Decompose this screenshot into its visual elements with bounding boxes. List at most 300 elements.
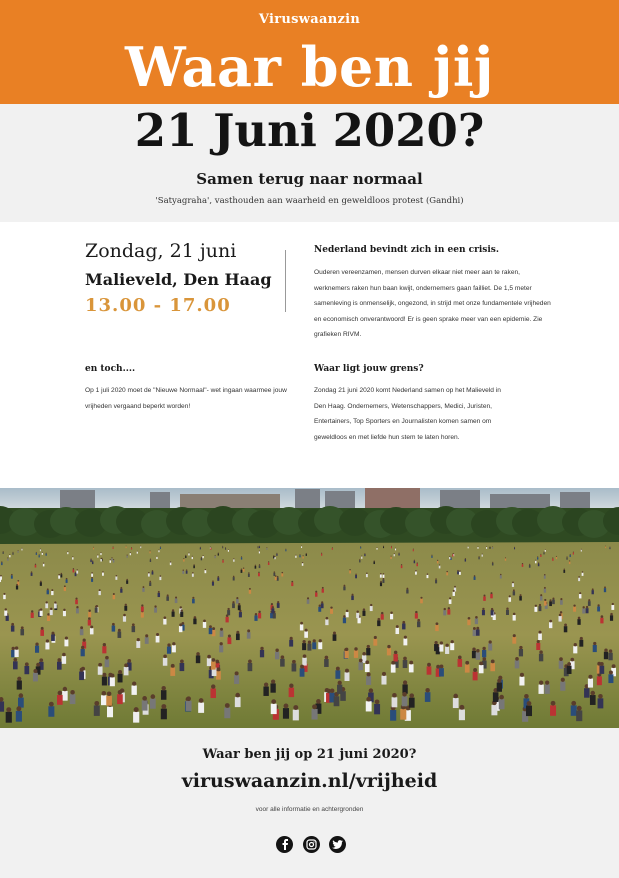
- person-head: [255, 565, 256, 566]
- person-figure: [599, 666, 604, 674]
- person-head: [211, 684, 215, 688]
- person-head: [573, 604, 575, 606]
- person-figure: [473, 630, 477, 636]
- person-figure: [283, 708, 289, 719]
- person-figure: [445, 647, 449, 654]
- person-figure: [359, 560, 360, 563]
- person-figure: [366, 701, 372, 711]
- person-figure: [90, 628, 94, 634]
- person-figure: [90, 560, 91, 562]
- person-head: [36, 663, 40, 667]
- person-figure: [492, 563, 494, 566]
- person-head: [605, 546, 606, 547]
- person-head: [352, 594, 354, 596]
- person-figure: [133, 712, 139, 723]
- person-head: [427, 573, 429, 575]
- person-head: [315, 591, 317, 593]
- person-head: [212, 580, 214, 582]
- person-head: [19, 693, 24, 698]
- person-figure: [241, 570, 243, 573]
- person-figure: [289, 640, 293, 647]
- person-head: [158, 549, 159, 550]
- person-figure: [12, 553, 13, 555]
- person-head: [241, 556, 242, 557]
- person-figure: [254, 615, 257, 621]
- person-figure: [3, 595, 6, 599]
- person-figure: [141, 607, 144, 612]
- person-head: [472, 648, 475, 651]
- person-head: [175, 596, 177, 598]
- instagram-icon[interactable]: [303, 836, 320, 853]
- person-figure: [273, 613, 276, 618]
- person-figure: [416, 564, 418, 567]
- person-figure: [355, 575, 357, 578]
- grens-body: Zondag 21 juni 2020 komt Nederland samen op het Malieveld in Den Haag. Ondernemers, Wetenschappers, Medici, Juristen, Entertainers, Top Sporters en Journalisten komen samen om geweldloos en met liefde hun stem te laten horen.: [314, 387, 501, 441]
- person-figure: [76, 608, 79, 613]
- vertical-divider: [285, 250, 286, 312]
- person-figure: [35, 646, 39, 653]
- person-head: [446, 571, 447, 572]
- person-head: [277, 576, 279, 578]
- person-head: [359, 659, 363, 663]
- person-head: [160, 546, 161, 547]
- person-head: [513, 634, 516, 637]
- person-figure: [126, 580, 128, 584]
- person-figure: [467, 619, 470, 625]
- person-figure: [577, 619, 580, 625]
- person-head: [391, 556, 392, 557]
- person-figure: [258, 573, 260, 576]
- person-figure: [420, 599, 423, 604]
- person-figure: [193, 565, 195, 568]
- person-head: [215, 660, 219, 664]
- person-figure: [492, 547, 493, 549]
- person-figure: [167, 646, 171, 653]
- person-figure: [186, 571, 188, 574]
- person-head: [274, 556, 275, 557]
- person-head: [401, 564, 402, 565]
- person-figure: [47, 615, 50, 621]
- person-figure: [43, 564, 45, 567]
- person-figure: [365, 664, 370, 672]
- person-figure: [18, 698, 24, 708]
- person-head: [308, 641, 311, 644]
- person-figure: [537, 557, 538, 559]
- person-head: [382, 672, 386, 676]
- person-figure: [508, 597, 511, 602]
- person-figure: [450, 643, 454, 650]
- person-head: [440, 664, 444, 668]
- person-head: [601, 615, 604, 618]
- person-head: [539, 604, 541, 606]
- person-head: [125, 604, 127, 606]
- crowd-photo-illustration: [0, 488, 619, 728]
- person-head: [380, 581, 382, 583]
- person-figure: [514, 547, 515, 549]
- person-figure: [431, 556, 432, 558]
- person-head: [306, 553, 307, 554]
- person-head: [232, 601, 234, 603]
- person-figure: [458, 659, 463, 667]
- person-figure: [380, 574, 382, 577]
- person-figure: [95, 608, 98, 613]
- person-figure: [401, 565, 403, 568]
- person-head: [81, 646, 84, 649]
- person-figure: [535, 561, 536, 564]
- person-head: [476, 649, 479, 652]
- person-figure: [64, 587, 66, 591]
- person-head: [439, 564, 440, 565]
- person-figure: [11, 626, 14, 632]
- person-head: [583, 606, 585, 608]
- person-figure: [325, 619, 328, 625]
- person-figure: [488, 643, 492, 650]
- person-figure: [255, 566, 257, 569]
- person-figure: [351, 596, 354, 600]
- person-head: [604, 586, 606, 588]
- person-figure: [592, 590, 594, 594]
- person-figure: [567, 666, 572, 674]
- person-figure: [48, 706, 54, 717]
- person-head: [465, 558, 466, 559]
- person-head: [561, 678, 565, 682]
- person-figure: [205, 570, 207, 573]
- person-head: [345, 648, 348, 651]
- person-figure: [343, 618, 346, 624]
- person-figure: [588, 601, 591, 606]
- person-figure: [349, 570, 351, 573]
- person-figure: [172, 645, 176, 652]
- person-head: [225, 547, 226, 548]
- person-figure: [58, 575, 60, 578]
- person-figure: [604, 652, 608, 660]
- person-head: [151, 694, 156, 699]
- person-figure: [266, 548, 267, 550]
- person-figure: [380, 582, 382, 586]
- person-figure: [544, 589, 546, 593]
- person-figure: [473, 672, 478, 681]
- person-head: [91, 577, 93, 579]
- person-figure: [42, 553, 43, 555]
- person-figure: [273, 573, 275, 576]
- person-head: [67, 551, 68, 552]
- person-figure: [579, 640, 583, 647]
- footer-url[interactable]: viruswaanzin.nl/vrijheid: [181, 770, 438, 792]
- person-head: [552, 557, 553, 558]
- person-figure: [219, 645, 223, 652]
- person-head: [113, 559, 114, 560]
- person-figure: [45, 642, 49, 649]
- person-figure: [597, 606, 600, 611]
- person-head: [486, 546, 487, 547]
- person-figure: [427, 666, 432, 674]
- person-head: [49, 702, 54, 707]
- person-figure: [415, 572, 417, 575]
- person-figure: [270, 613, 273, 618]
- person-figure: [94, 705, 100, 715]
- person-head: [522, 563, 523, 564]
- person-head: [259, 564, 260, 565]
- person-head: [591, 691, 596, 696]
- person-head: [545, 549, 546, 550]
- person-head: [564, 624, 567, 627]
- person-figure: [497, 683, 502, 692]
- person-head: [205, 569, 206, 570]
- entoch-heading: en toch....: [85, 364, 136, 374]
- person-head: [130, 552, 131, 553]
- person-head: [448, 607, 450, 609]
- person-head: [25, 662, 29, 666]
- person-head: [210, 547, 211, 548]
- person-figure: [337, 685, 342, 694]
- person-head: [167, 643, 170, 646]
- person-figure: [76, 571, 78, 574]
- person-figure: [381, 614, 384, 619]
- person-head: [193, 564, 194, 565]
- person-figure: [281, 573, 283, 576]
- person-head: [359, 559, 360, 560]
- person-figure: [302, 658, 306, 666]
- person-head: [170, 561, 171, 562]
- person-head: [58, 691, 63, 696]
- person-figure: [66, 579, 68, 583]
- person-head: [181, 609, 183, 611]
- facebook-icon[interactable]: [276, 836, 293, 853]
- person-figure: [291, 582, 293, 586]
- person-figure: [443, 610, 446, 615]
- person-head: [409, 661, 413, 665]
- person-figure: [450, 558, 451, 560]
- person-head: [11, 623, 14, 626]
- person-figure: [141, 612, 144, 617]
- person-head: [365, 660, 369, 664]
- person-head: [88, 610, 90, 612]
- person-head: [473, 668, 477, 672]
- person-figure: [271, 704, 277, 714]
- person-figure: [476, 629, 480, 635]
- person-figure: [390, 710, 396, 721]
- person-figure: [210, 548, 211, 550]
- person-head: [505, 557, 506, 558]
- person-figure: [192, 557, 193, 559]
- person-head: [17, 677, 21, 681]
- person-figure: [222, 560, 223, 563]
- person-head: [588, 599, 590, 601]
- person-figure: [50, 610, 53, 615]
- person-head: [370, 604, 372, 606]
- person-head: [600, 662, 604, 666]
- person-figure: [403, 639, 407, 646]
- person-head: [40, 608, 42, 610]
- person-figure: [67, 552, 68, 554]
- person-figure: [538, 564, 540, 567]
- person-figure: [39, 555, 40, 557]
- person-head: [307, 597, 309, 599]
- person-head: [415, 611, 417, 613]
- person-head: [22, 548, 23, 549]
- person-head: [465, 661, 469, 665]
- person-figure: [387, 648, 391, 655]
- person-figure: [295, 556, 296, 558]
- person-figure: [449, 599, 452, 604]
- person-figure: [275, 652, 279, 660]
- person-head: [567, 556, 568, 557]
- person-head: [271, 699, 276, 704]
- person-figure: [453, 698, 459, 708]
- person-head: [80, 626, 83, 629]
- person-head: [479, 556, 480, 557]
- person-head: [83, 639, 86, 642]
- person-head: [369, 688, 373, 692]
- person-figure: [482, 610, 485, 615]
- person-figure: [563, 570, 565, 573]
- person-head: [268, 561, 269, 562]
- person-head: [120, 587, 122, 589]
- person-head: [490, 592, 492, 594]
- person-figure: [285, 549, 286, 551]
- person-head: [539, 631, 542, 634]
- person-figure: [475, 618, 478, 624]
- person-figure: [234, 675, 239, 684]
- person-head: [196, 652, 200, 656]
- person-figure: [392, 697, 398, 707]
- person-head: [51, 589, 53, 591]
- person-figure: [57, 695, 63, 705]
- person-head: [567, 662, 571, 666]
- person-figure: [582, 608, 585, 613]
- person-figure: [276, 554, 277, 556]
- person-figure: [335, 670, 340, 679]
- person-head: [143, 586, 145, 588]
- person-head: [50, 608, 52, 610]
- person-figure: [435, 580, 437, 584]
- person-head: [259, 550, 260, 551]
- person-head: [417, 619, 420, 622]
- person-figure: [573, 607, 576, 612]
- person-figure: [435, 625, 438, 631]
- person-head: [499, 695, 504, 700]
- person-head: [414, 560, 415, 561]
- person-head: [212, 658, 216, 662]
- person-head: [514, 547, 515, 548]
- person-figure: [211, 688, 216, 698]
- person-head: [437, 560, 438, 561]
- person-figure: [608, 653, 612, 661]
- person-figure: [40, 630, 44, 636]
- person-figure: [376, 548, 377, 550]
- person-figure: [318, 607, 321, 612]
- person-figure: [409, 664, 414, 672]
- person-figure: [544, 601, 547, 606]
- person-figure: [324, 659, 329, 667]
- person-head: [588, 675, 592, 679]
- person-figure: [600, 618, 603, 624]
- person-figure: [124, 606, 127, 611]
- person-head: [61, 573, 63, 575]
- person-head: [212, 627, 215, 630]
- person-head: [207, 655, 211, 659]
- person-head: [524, 694, 529, 699]
- person-head: [453, 694, 458, 699]
- person-head: [597, 604, 599, 606]
- person-head: [336, 667, 340, 671]
- person-figure: [439, 668, 444, 676]
- person-figure: [160, 547, 161, 549]
- person-figure: [179, 626, 183, 632]
- person-head: [453, 590, 455, 592]
- person-head: [276, 553, 277, 554]
- person-head: [515, 657, 519, 661]
- person-figure: [198, 703, 204, 713]
- person-figure: [150, 699, 156, 709]
- person-head: [529, 564, 530, 565]
- person-figure: [70, 694, 76, 704]
- person-head: [233, 576, 235, 578]
- person-figure: [402, 696, 408, 706]
- person-figure: [468, 547, 469, 549]
- person-head: [520, 594, 522, 596]
- person-figure: [92, 562, 93, 565]
- person-head: [454, 586, 456, 588]
- person-head: [383, 546, 384, 547]
- person-figure: [236, 599, 239, 604]
- person-head: [152, 570, 153, 571]
- person-figure: [100, 559, 101, 561]
- person-figure: [142, 588, 144, 592]
- person-head: [235, 693, 240, 698]
- twitter-icon[interactable]: [329, 836, 346, 853]
- person-head: [569, 560, 570, 561]
- person-figure: [559, 661, 564, 669]
- person-head: [435, 578, 437, 580]
- person-head: [545, 680, 549, 684]
- person-figure: [457, 571, 459, 574]
- person-figure: [573, 646, 577, 653]
- person-head: [452, 553, 453, 554]
- person-head: [113, 546, 114, 547]
- person-head: [377, 618, 380, 621]
- person-head: [186, 569, 187, 570]
- person-figure: [570, 555, 571, 557]
- person-head: [36, 552, 37, 553]
- person-figure: [216, 671, 221, 680]
- person-head: [218, 553, 219, 554]
- person-figure: [519, 677, 524, 686]
- person-head: [361, 556, 362, 557]
- person-figure: [20, 629, 24, 635]
- person-figure: [539, 606, 542, 611]
- person-figure: [31, 573, 33, 576]
- person-head: [16, 706, 21, 711]
- person-figure: [188, 553, 189, 555]
- person-head: [110, 673, 114, 677]
- person-figure: [482, 554, 483, 556]
- person-head: [326, 617, 329, 620]
- person-figure: [361, 556, 362, 558]
- person-figure: [202, 556, 203, 558]
- person-figure: [110, 677, 115, 686]
- person-head: [274, 571, 275, 572]
- person-figure: [377, 620, 380, 626]
- person-head: [228, 634, 231, 637]
- person-figure: [170, 668, 175, 676]
- person-figure: [156, 636, 160, 643]
- person-head: [271, 679, 275, 683]
- person-head: [102, 571, 103, 572]
- person-figure: [24, 666, 29, 674]
- person-figure: [72, 557, 73, 559]
- person-figure: [318, 642, 322, 649]
